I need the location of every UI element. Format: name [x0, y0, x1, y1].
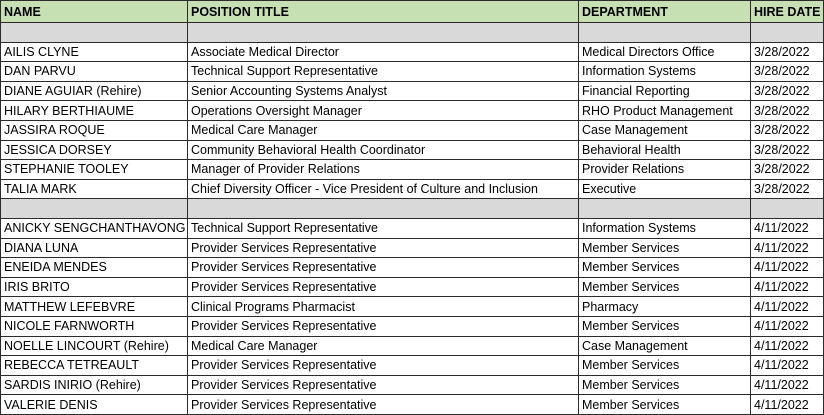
hire-date-cell[interactable]: 3/28/2022	[751, 140, 824, 160]
separator-cell[interactable]	[751, 23, 824, 43]
department-cell[interactable]: Provider Relations	[579, 160, 751, 180]
department-cell[interactable]: Information Systems	[579, 62, 751, 82]
hire-date-cell[interactable]: 4/11/2022	[751, 395, 824, 415]
department-cell[interactable]: RHO Product Management	[579, 101, 751, 121]
table-row	[1, 395, 824, 415]
table-row	[1, 42, 824, 62]
separator-cell[interactable]	[188, 199, 579, 219]
hire-date-cell[interactable]: 4/11/2022	[751, 316, 824, 336]
table-row	[1, 81, 824, 101]
department-cell[interactable]: Information Systems	[579, 218, 751, 238]
position-title-cell[interactable]: Provider Services Representative	[188, 356, 579, 376]
position-title-cell[interactable]: Provider Services Representative	[188, 238, 579, 258]
hire-date-cell[interactable]: 4/11/2022	[751, 297, 824, 317]
group-separator-row	[1, 199, 824, 219]
table-row	[1, 160, 824, 180]
name-cell[interactable]: REBECCA TETREAULT	[1, 356, 188, 376]
table-row	[1, 316, 824, 336]
name-cell[interactable]: NOELLE LINCOURT (Rehire)	[1, 336, 188, 356]
department-cell[interactable]: Case Management	[579, 336, 751, 356]
table-row	[1, 375, 824, 395]
hire-date-cell[interactable]: 3/28/2022	[751, 179, 824, 199]
department-cell[interactable]: Behavioral Health	[579, 140, 751, 160]
name-cell[interactable]: JESSICA DORSEY	[1, 140, 188, 160]
hire-date-cell[interactable]: 3/28/2022	[751, 42, 824, 62]
department-cell[interactable]: Medical Directors Office	[579, 42, 751, 62]
position-title-cell[interactable]: Manager of Provider Relations	[188, 160, 579, 180]
position-title-cell[interactable]: Operations Oversight Manager	[188, 101, 579, 121]
name-cell[interactable]: ANICKY SENGCHANTHAVONG	[1, 218, 188, 238]
table-row	[1, 277, 824, 297]
position-title-cell[interactable]: Chief Diversity Officer - Vice President of Culture and Inclusion	[188, 179, 579, 199]
hire-date-cell[interactable]: 4/11/2022	[751, 258, 824, 278]
table-row	[1, 101, 824, 121]
department-cell[interactable]: Executive	[579, 179, 751, 199]
name-cell[interactable]: NICOLE FARNWORTH	[1, 316, 188, 336]
table-row	[1, 140, 824, 160]
separator-cell[interactable]	[751, 199, 824, 219]
separator-cell[interactable]	[188, 23, 579, 43]
hire-date-cell[interactable]: 3/28/2022	[751, 120, 824, 140]
position-title-cell[interactable]: Provider Services Representative	[188, 277, 579, 297]
department-cell[interactable]: Member Services	[579, 258, 751, 278]
table-row	[1, 356, 824, 376]
name-cell[interactable]: ENEIDA MENDES	[1, 258, 188, 278]
hire-date-cell[interactable]: 4/11/2022	[751, 218, 824, 238]
column-header-position[interactable]: POSITION TITLE	[188, 1, 579, 23]
department-cell[interactable]: Case Management	[579, 120, 751, 140]
department-cell[interactable]: Member Services	[579, 316, 751, 336]
department-cell[interactable]: Member Services	[579, 277, 751, 297]
position-title-cell[interactable]: Medical Care Manager	[188, 120, 579, 140]
column-header-name[interactable]: NAME	[1, 1, 188, 23]
name-cell[interactable]: HILARY BERTHIAUME	[1, 101, 188, 121]
table-row	[1, 120, 824, 140]
name-cell[interactable]: IRIS BRITO	[1, 277, 188, 297]
name-cell[interactable]: STEPHANIE TOOLEY	[1, 160, 188, 180]
hire-date-cell[interactable]: 4/11/2022	[751, 375, 824, 395]
department-cell[interactable]: Member Services	[579, 395, 751, 415]
position-title-cell[interactable]: Community Behavioral Health Coordinator	[188, 140, 579, 160]
department-cell[interactable]: Member Services	[579, 356, 751, 376]
table-row	[1, 258, 824, 278]
position-title-cell[interactable]: Provider Services Representative	[188, 316, 579, 336]
separator-cell[interactable]	[579, 199, 751, 219]
table-row	[1, 336, 824, 356]
table-row	[1, 179, 824, 199]
position-title-cell[interactable]: Provider Services Representative	[188, 258, 579, 278]
position-title-cell[interactable]: Provider Services Representative	[188, 375, 579, 395]
hire-date-cell[interactable]: 4/11/2022	[751, 336, 824, 356]
name-cell[interactable]: VALERIE DENIS	[1, 395, 188, 415]
hire-date-cell[interactable]: 4/11/2022	[751, 238, 824, 258]
header-row	[1, 1, 824, 23]
column-header-hire-date[interactable]: HIRE DATE	[751, 1, 824, 23]
position-title-cell[interactable]: Technical Support Representative	[188, 62, 579, 82]
name-cell[interactable]: SARDIS INIRIO (Rehire)	[1, 375, 188, 395]
position-title-cell[interactable]: Technical Support Representative	[188, 218, 579, 238]
table-row	[1, 238, 824, 258]
position-title-cell[interactable]: Clinical Programs Pharmacist	[188, 297, 579, 317]
group-separator-row	[1, 23, 824, 43]
table-body	[1, 23, 824, 415]
hire-date-cell[interactable]: 3/28/2022	[751, 81, 824, 101]
department-cell[interactable]: Financial Reporting	[579, 81, 751, 101]
position-title-cell[interactable]: Senior Accounting Systems Analyst	[188, 81, 579, 101]
hire-date-cell[interactable]: 3/28/2022	[751, 62, 824, 82]
name-cell[interactable]: DIANE AGUIAR (Rehire)	[1, 81, 188, 101]
name-cell[interactable]: JASSIRA ROQUE	[1, 120, 188, 140]
position-title-cell[interactable]: Associate Medical Director	[188, 42, 579, 62]
hire-date-cell[interactable]: 4/11/2022	[751, 356, 824, 376]
hire-date-cell[interactable]: 3/28/2022	[751, 160, 824, 180]
table-row	[1, 297, 824, 317]
position-title-cell[interactable]: Medical Care Manager	[188, 336, 579, 356]
name-cell[interactable]: AILIS CLYNE	[1, 42, 188, 62]
separator-cell[interactable]	[1, 23, 188, 43]
name-cell[interactable]: DAN PARVU	[1, 62, 188, 82]
hire-date-cell[interactable]: 3/28/2022	[751, 101, 824, 121]
department-cell[interactable]: Pharmacy	[579, 297, 751, 317]
separator-cell[interactable]	[1, 199, 188, 219]
name-cell[interactable]: DIANA LUNA	[1, 238, 188, 258]
department-cell[interactable]: Member Services	[579, 375, 751, 395]
table-row	[1, 218, 824, 238]
separator-cell[interactable]	[579, 23, 751, 43]
table-row	[1, 62, 824, 82]
name-cell[interactable]: MATTHEW LEFEBVRE	[1, 297, 188, 317]
position-title-cell[interactable]: Provider Services Representative	[188, 395, 579, 415]
hire-date-cell[interactable]: 4/11/2022	[751, 277, 824, 297]
name-cell[interactable]: TALIA MARK	[1, 179, 188, 199]
column-header-department[interactable]: DEPARTMENT	[579, 1, 751, 23]
department-cell[interactable]: Member Services	[579, 238, 751, 258]
